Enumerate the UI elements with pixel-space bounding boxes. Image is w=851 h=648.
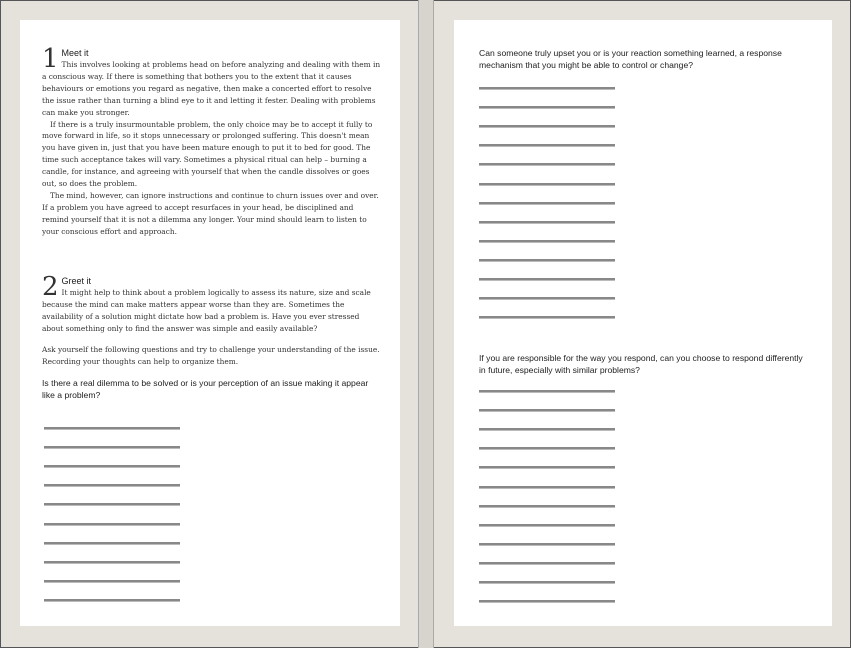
writing-line [479,183,615,186]
writing-line [44,465,180,468]
writing-line [44,542,180,545]
writing-line [479,240,615,243]
writing-line [479,87,615,90]
writing-line [479,428,615,431]
writing-line [479,125,615,128]
section-meet-it [42,44,382,238]
writing-line [479,259,615,262]
writing-line [479,297,615,300]
paragraph: Ask yourself the following questions and try to challenge your understanding of the issue. Recording your thoughts can help to organize them. [42,344,380,366]
writing-line [479,221,615,224]
right-page [454,20,832,626]
writing-line [479,316,615,319]
question-text: Is there a real dilemma to be solved or is your perception of an issue making it appear like a problem? [42,378,369,401]
writing-line [44,599,180,602]
writing-line [479,581,615,584]
writing-line [479,163,615,166]
section-title: Greet it [61,276,92,286]
writing-line [479,543,615,546]
writing-line [479,505,615,508]
paragraph: If there is a truly insurmountable problem, the only choice may be to accept it fully to move forward in life, so it stops unnecessary or prolonged suffering. This doesn't mean you have given in, just that you have been mature enough to put it to bed for good. The time such acceptance takes will vary. Sometimes a physical ritual can help – burning a candle, for instance, and agreeing with yourself that when the candle dissolves or goes out, so does the problem. [42,119,373,189]
writing-line [479,447,615,450]
writing-line [44,580,180,583]
left-page [20,20,400,626]
question-text: Can someone truly upset you or is your reaction something learned, a response mechanism that you might be able to control or change? [479,48,782,70]
writing-line [44,427,180,430]
writing-line [44,446,180,449]
writing-line [479,106,615,109]
paragraph: The mind, however, can ignore instructions and continue to churn issues over and over. If a problem you have agreed to accept resurfaces in your head, be disciplined and remind yourself that it is not a dilemma any longer. Your mind should learn to listen to your conscious effort and approach. [42,190,379,236]
writing-line [44,523,180,526]
page-gutter [418,0,434,648]
paragraph: It might help to think about a problem logically to assess its nature, size and scale because the mind can make matters appear worse than they are. Sometimes the availability of a solution might dictate how bad a problem is. Have you ever stressed about something only to find the answer was simple and easily available? [42,288,371,333]
paragraph: This involves looking at problems head on before analyzing and dealing with them in a conscious way. If there is something that bothers you to the extent that it causes behaviours or emotions you regard as negative, then make a concerted effort to resolve the issue rather than turning a blind eye to it and letting it fester. Dealing with problems can make you stronger. [42,60,381,117]
question-text: If you are responsible for the way you respond, can you choose to respond differently in future, especially with similar problems? [479,353,803,375]
writing-line [479,278,615,281]
writing-line [479,390,615,393]
section-title: Meet it [61,48,89,58]
writing-line [44,484,180,487]
writing-line [479,600,615,603]
writing-line [479,562,615,565]
writing-line [479,144,615,147]
writing-line [479,202,615,205]
writing-line [479,524,615,527]
writing-line [479,466,615,469]
writing-line [479,486,615,489]
writing-line [44,503,180,506]
section-number: 1 [42,44,59,74]
writing-line [44,561,180,564]
section-greet-it [42,272,382,401]
writing-line [479,409,615,412]
section-number: 2 [42,272,59,302]
